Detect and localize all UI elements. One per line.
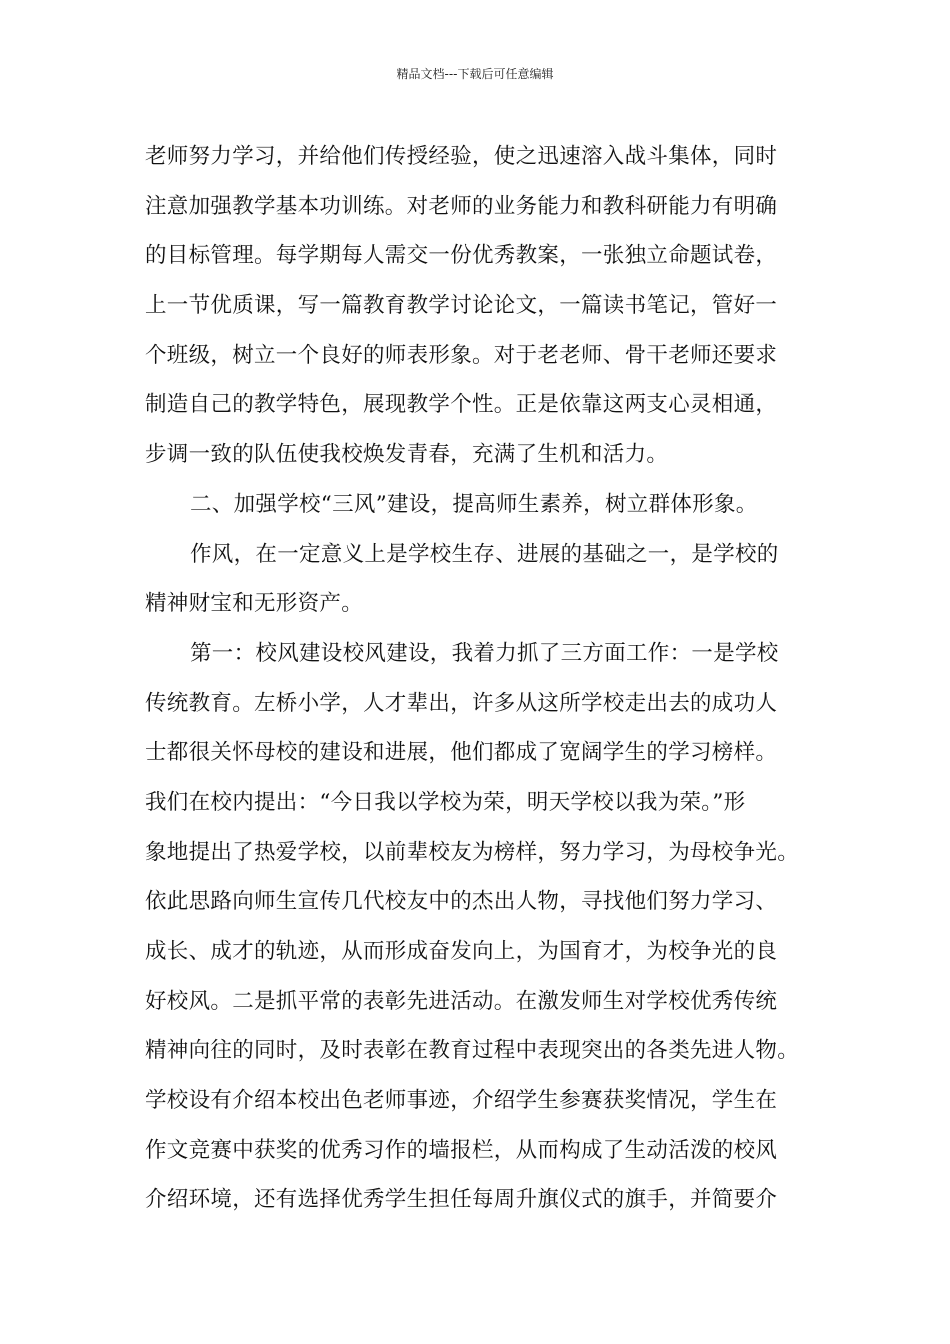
text-line: 制造自己的教学特色，展现教学个性。正是依靠这两支心灵相通， <box>145 392 778 418</box>
text-line: 个班级，树立一个良好的师表形象。对于老老师、骨干老师还要求 <box>145 342 778 368</box>
text-line: 成长、成才的轨迹，从而形成奋发向上，为国育才，为校争光的良 <box>145 939 778 964</box>
text-line: 作风，在一定意义上是学校生存、进展的基础之一，是学校的 <box>190 541 779 567</box>
text-line: 好校风。二是抓平常的表彰先进活动。在激发师生对学校优秀传统 <box>145 988 778 1014</box>
text-line: 上一节优质课，写一篇教育教学讨论论文，一篇读书笔记，管好一 <box>145 293 778 319</box>
text-line: 传统教育。左桥小学，人才辈出，许多从这所学校走出去的成功人 <box>145 690 778 716</box>
text-line: 我们在校内提出：“今日我以学校为荣，明天学校以我为荣。”形 <box>145 789 746 815</box>
text-line: 二、加强学校“三风”建设，提高师生素养，树立群体形象。 <box>190 491 758 517</box>
text-line: 学校设有介绍本校出色老师事迹，介绍学生参赛获奖情况，学生在 <box>145 1088 778 1114</box>
document-body <box>145 132 815 1225</box>
text-line: 步调一致的队伍使我校焕发青春，充满了生机和活力。 <box>145 442 669 468</box>
page-header: 精品文档---下载后可任意编辑 <box>396 67 554 81</box>
text-line: 士都很关怀母校的建设和进展，他们都成了宽阔学生的学习榜样。 <box>145 740 778 766</box>
text-line: 第一：校风建设校风建设，我着力抓了三方面工作：一是学校 <box>190 640 779 666</box>
text-line: 作文竞赛中获奖的优秀习作的墙报栏，从而构成了生动活泼的校风 <box>145 1137 778 1163</box>
text-line: 精神财宝和无形资产。 <box>145 591 364 617</box>
text-line: 的目标管理。每学期每人需交一份优秀教案，一张独立命题试卷， <box>145 243 778 269</box>
text-line: 精神向往的同时，及时表彰在教育过程中表现突出的各类先进人物。 <box>145 1038 800 1064</box>
text-line: 老师努力学习，并给他们传授经验，使之迅速溶入战斗集体，同时 <box>145 144 778 169</box>
text-line: 象地提出了热爱学校，以前辈校友为榜样，努力学习，为母校争光。 <box>145 839 800 865</box>
text-line: 依此思路向师生宣传几代校友中的杰出人物，寻找他们努力学习、 <box>145 889 778 915</box>
text-line: 介绍环境，还有选择优秀学生担任每周升旗仪式的旗手，并简要介 <box>145 1187 778 1213</box>
text-line: 注意加强教学基本功训练。对老师的业务能力和教科研能力有明确 <box>145 193 778 219</box>
